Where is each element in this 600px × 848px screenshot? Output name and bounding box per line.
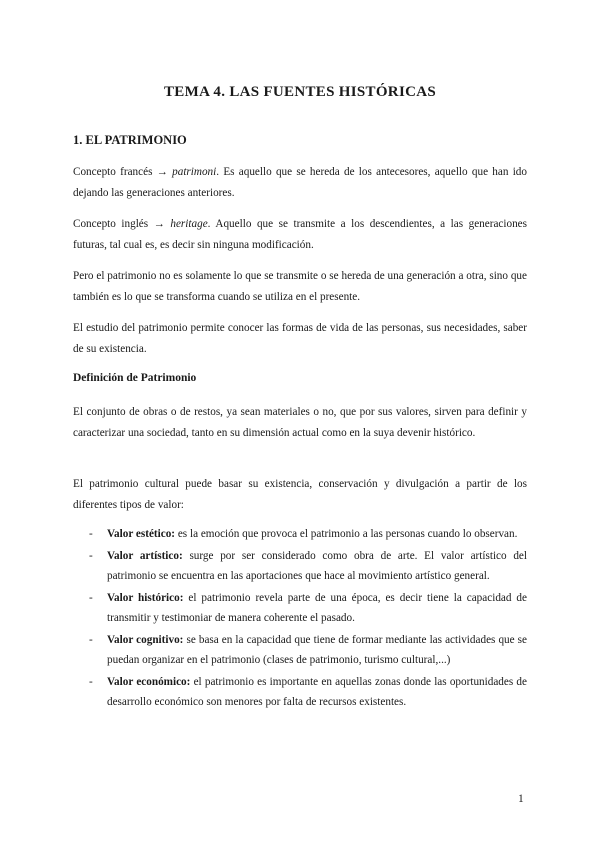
list-dash: - — [89, 528, 93, 540]
list-item — [73, 588, 527, 629]
paragraph-cultural-heritage: El patrimonio cultural puede basar su existencia, conservación y divulgación a partir de los diferentes tipos de valor: — [73, 478, 527, 511]
page-title: TEMA 4. LAS FUENTES HISTÓRICAS — [164, 84, 436, 100]
page-number: 1 — [518, 793, 524, 805]
list-item-label: Valor estético: — [107, 528, 176, 540]
list-dash: - — [89, 633, 93, 646]
p1-term: patrimoni — [172, 166, 217, 178]
list-item-text: se basa en la capacidad que tiene de formar mediante las actividades que se puedan organizar en el patrimonio (clases de patrimonio, turismo cultural,...) — [107, 633, 527, 666]
paragraph-transformation: Pero el patrimonio no es solamente lo que se transmite o se hereda de una generación a otra, sino que también es lo que se transforma cuando se utiliza en el presente. — [73, 270, 527, 303]
paragraph-definition: El conjunto de obras o de restos, ya sean materiales o no, que por sus valores, sirven para definir y caracterizar una sociedad, tanto en su dimensión actual como en la suya devenir histórico. — [73, 406, 527, 439]
p2-post: . Aquello que se transmite a los descendientes, a las generaciones futuras, tal cual es, es decir sin ninguna modificación. — [73, 218, 527, 251]
paragraph-french-concept — [73, 162, 527, 204]
list-dash: - — [89, 675, 93, 688]
list-item — [73, 524, 527, 545]
list-item — [73, 672, 527, 713]
list-dash: - — [89, 591, 93, 604]
paragraph-study: El estudio del patrimonio permite conocer las formas de vida de las personas, sus necesidades, saber de su existencia. — [73, 322, 527, 355]
paragraph-english-concept — [73, 214, 527, 256]
p2-term: heritage — [170, 218, 208, 230]
list-item — [73, 630, 527, 671]
subheading-definition: Definición de Patrimonio — [73, 372, 197, 384]
list-item-label: Valor cognitivo: — [107, 633, 184, 646]
section-heading: 1. EL PATRIMONIO — [73, 133, 187, 147]
p1-pre: Concepto francés → — [73, 166, 173, 178]
list-item-text: el patrimonio revela parte de una época, es decir tiene la capacidad de transmitir y testimoniar de manera coherente el pasado. — [107, 591, 527, 624]
list-item-label: Valor artístico: — [107, 549, 183, 562]
p2-pre: Concepto inglés → — [73, 218, 171, 230]
list-item-text: el patrimonio es importante en aquellas zonas donde las oportunidades de desarrollo económico son menores por falta de recursos existentes. — [107, 675, 527, 708]
list-item-text: surge por ser considerado como obra de arte. El valor artístico del patrimonio se encuentra en las aportaciones que hace al movimiento artístico general. — [107, 549, 528, 582]
value-types-list — [73, 524, 527, 713]
list-dash: - — [89, 549, 93, 562]
p1-post: . Es aquello que se hereda de los antecesores, aquello que han ido dejando las generaciones anteriores. — [73, 166, 527, 199]
list-item-label: Valor histórico: — [107, 591, 184, 604]
list-item — [73, 546, 527, 587]
list-item-text: es la emoción que provoca el patrimonio a las personas cuando lo observan. — [175, 528, 518, 540]
list-item-label: Valor económico: — [107, 675, 191, 688]
